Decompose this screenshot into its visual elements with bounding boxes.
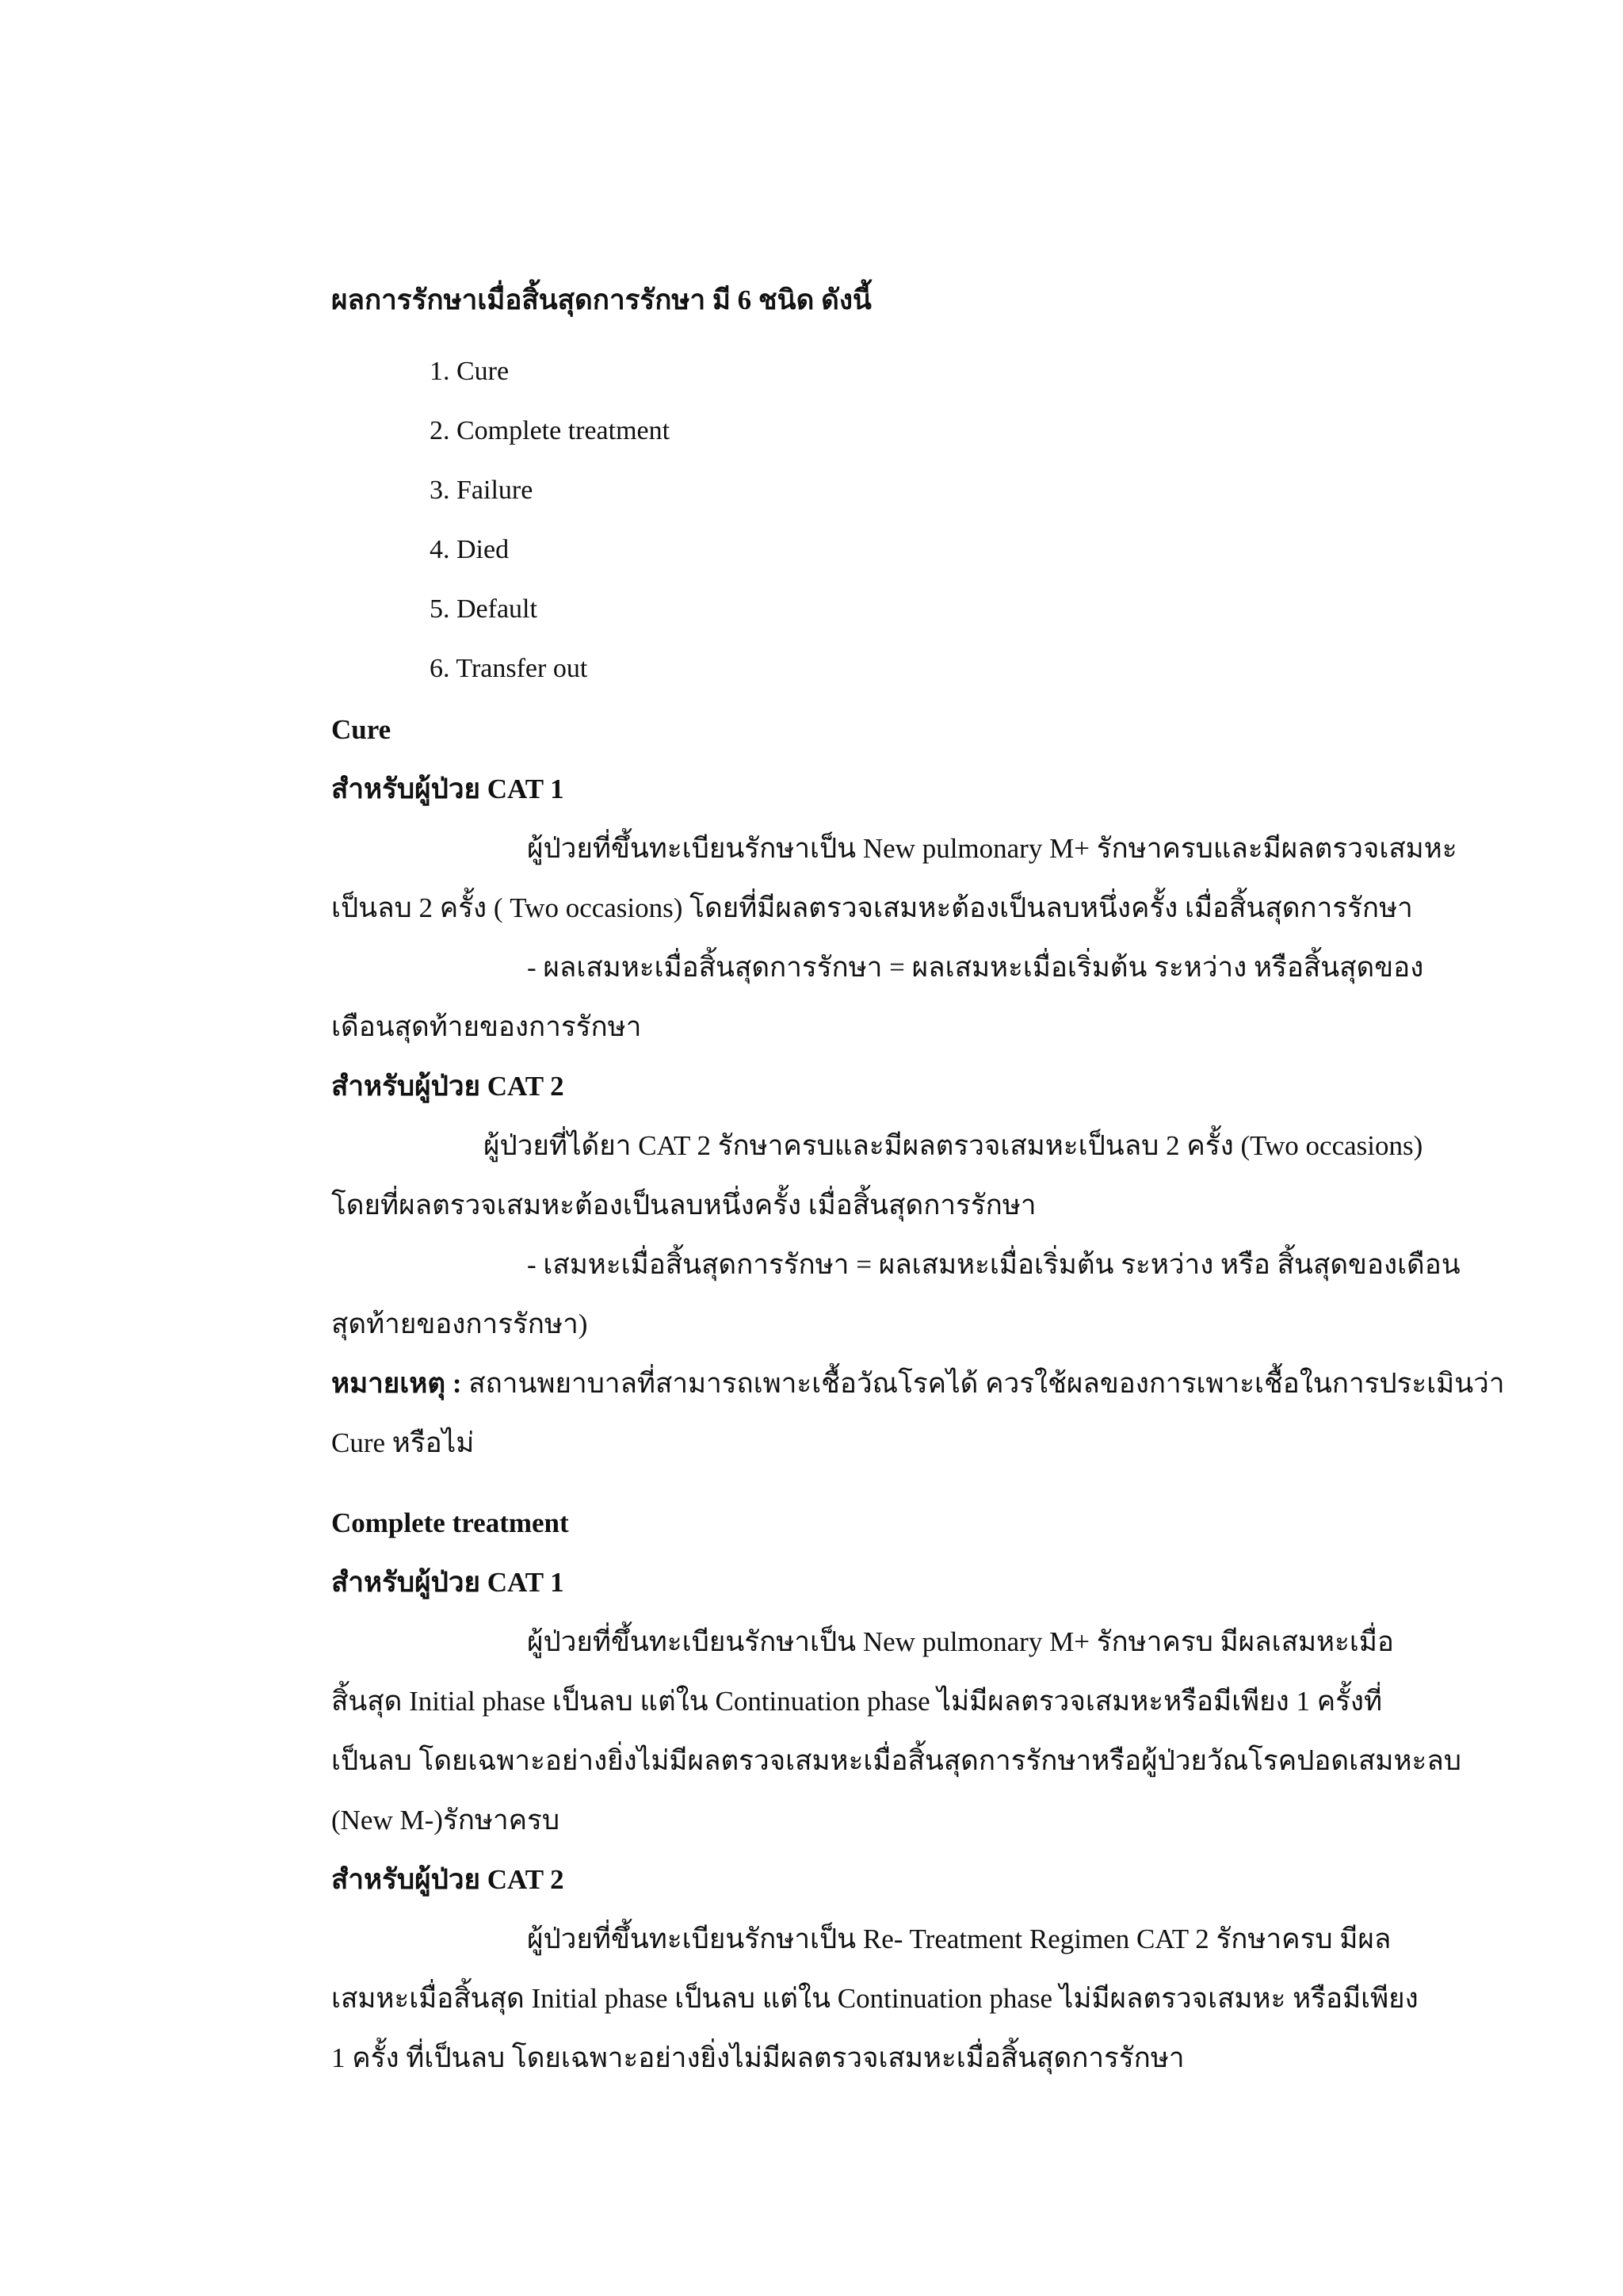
paragraph-line: เป็นลบ โดยเฉพาะอย่างยิ่งไม่มีผลตรวจเสมหะเมื่อสิ้นสุดการรักษาหรือผู้ป่วยวัณโรคปอดเสมหะลบ: [331, 1745, 1462, 1776]
paragraph-line: ผู้ป่วยที่ขึ้นทะเบียนรักษาเป็น New pulmonary M+ รักษาครบและมีผลตรวจเสมหะ: [527, 833, 1457, 864]
paragraph-line: - ผลเสมหะเมื่อสิ้นสุดการรักษา = ผลเสมหะเมื่อเริ่มต้น ระหว่าง หรือสิ้นสุดของ: [527, 952, 1424, 983]
page-title: ผลการรักษาเมื่อสิ้นสุดการรักษา มี 6 ชนิด ดังนี้: [331, 285, 872, 315]
paragraph-line: 1 ครั้ง ที่เป็นลบ โดยเฉพาะอย่างยิ่งไม่มีผลตรวจเสมหะเมื่อสิ้นสุดการรักษา: [331, 2042, 1185, 2073]
section-heading-cure: Cure: [331, 714, 391, 745]
subheading-cure-cat1: สำหรับผู้ป่วย CAT 1: [331, 774, 564, 804]
subheading-complete-cat2: สำหรับผู้ป่วย CAT 2: [331, 1864, 564, 1895]
outcome-list-item: 3. Failure: [430, 476, 533, 505]
note-line: [331, 1365, 1504, 1403]
outcome-list-item: 6. Transfer out: [430, 654, 588, 683]
subheading-complete-cat1: สำหรับผู้ป่วย CAT 1: [331, 1567, 564, 1598]
section-heading-complete-treatment: Complete treatment: [331, 1507, 569, 1538]
note-label: หมายเหตุ :: [331, 1368, 462, 1399]
paragraph-line: Cure หรือไม่: [331, 1427, 475, 1458]
paragraph-line: ผู้ป่วยที่ได้ยา CAT 2 รักษาครบและมีผลตรวจเสมหะเป็นลบ 2 ครั้ง (Two occasions): [483, 1130, 1423, 1161]
note-text: สถานพยาบาลที่สามารถเพาะเชื้อวัณโรคได้ ควรใช้ผลของการเพาะเชื้อในการประเมินว่า: [461, 1368, 1505, 1399]
subheading-cure-cat2: สำหรับผู้ป่วย CAT 2: [331, 1071, 564, 1102]
paragraph-line: สิ้นสุด Initial phase เป็นลบ แต่ใน Continuation phase ไม่มีผลตรวจเสมหะหรือมีเพียง 1 ครั้งที่: [331, 1686, 1383, 1717]
paragraph-line: เป็นลบ 2 ครั้ง ( Two occasions) โดยที่มีผลตรวจเสมหะต้องเป็นลบหนึ่งครั้ง เมื่อสิ้นสุดการรักษา: [331, 892, 1413, 923]
paragraph-line: เสมหะเมื่อสิ้นสุด Initial phase เป็นลบ แต่ใน Continuation phase ไม่มีผลตรวจเสมหะ หรือมีเพียง: [331, 1983, 1419, 2014]
paragraph-line: สุดท้ายของการรักษา): [331, 1308, 588, 1339]
paragraph-line: (New M-)รักษาครบ: [331, 1805, 560, 1836]
outcome-list-item: 4. Died: [430, 535, 510, 564]
paragraph-line: โดยที่ผลตรวจเสมหะต้องเป็นลบหนึ่งครั้ง เมื่อสิ้นสุดการรักษา: [331, 1190, 1037, 1221]
paragraph-line: - เสมหะเมื่อสิ้นสุดการรักษา = ผลเสมหะเมื่อเริ่มต้น ระหว่าง หรือ สิ้นสุดของเดือน: [527, 1249, 1461, 1280]
paragraph-line: ผู้ป่วยที่ขึ้นทะเบียนรักษาเป็น New pulmonary M+ รักษาครบ มีผลเสมหะเมื่อ: [527, 1626, 1394, 1657]
paragraph-line: ผู้ป่วยที่ขึ้นทะเบียนรักษาเป็น Re- Treatment Regimen CAT 2 รักษาครบ มีผล: [527, 1924, 1392, 1954]
outcome-list-item: 1. Cure: [430, 357, 510, 386]
paragraph-line: เดือนสุดท้ายของการรักษา: [331, 1011, 642, 1042]
outcome-list-item: 2. Complete treatment: [430, 416, 670, 445]
outcome-list-item: 5. Default: [430, 594, 537, 624]
